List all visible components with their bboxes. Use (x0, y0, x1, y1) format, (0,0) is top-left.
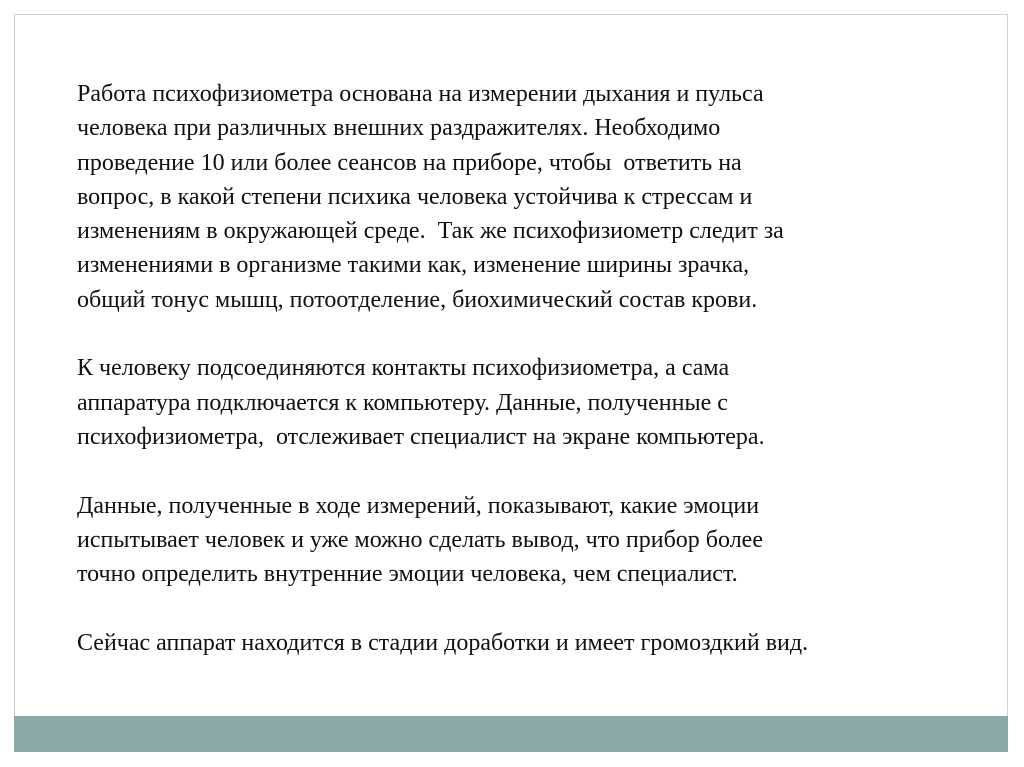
text-line: Сейчас аппарат находится в стадии доработки и имеет громоздкий вид. (77, 629, 809, 656)
paragraph-2 (77, 351, 957, 454)
bottom-accent-band (14, 716, 1008, 752)
text-line: Данные, полученные в ходе измерений, показывают, какие эмоции (77, 492, 760, 519)
slide-body-text (77, 77, 957, 660)
text-line: проведение 10 или более сеансов на приборе, чтобы ответить на (77, 149, 742, 176)
text-line: изменениям в окружающей среде. Так же психофизиометр следит за (77, 218, 784, 245)
text-line: Работа психофизиометра основана на измерении дыхания и пульса (77, 81, 764, 107)
text-line: аппаратура подключается к компьютеру. Данные, полученные с (77, 389, 728, 416)
text-line: общий тонус мышц, потоотделение, биохимический состав крови. (77, 286, 758, 313)
text-line: психофизиометра, отслеживает специалист на экране компьютера. (77, 423, 765, 450)
text-line: точно определить внутренние эмоции человека, чем специалист. (77, 561, 738, 588)
text-line: человека при различных внешних раздражителях. Необходимо (77, 115, 721, 142)
paragraph-4 (77, 626, 957, 660)
text-line: вопрос, в какой степени психика человека устойчива к стрессам и (77, 183, 753, 210)
text-line: испытывает человек и уже можно сделать вывод, что прибор более (77, 526, 763, 553)
text-line: изменениями в организме такими как, изменение ширины зрачка, (77, 252, 750, 279)
text-line: К человеку подсоединяются контакты психофизиометра, а сама (77, 355, 730, 382)
paragraph-1 (77, 77, 957, 317)
paragraph-3 (77, 489, 957, 592)
